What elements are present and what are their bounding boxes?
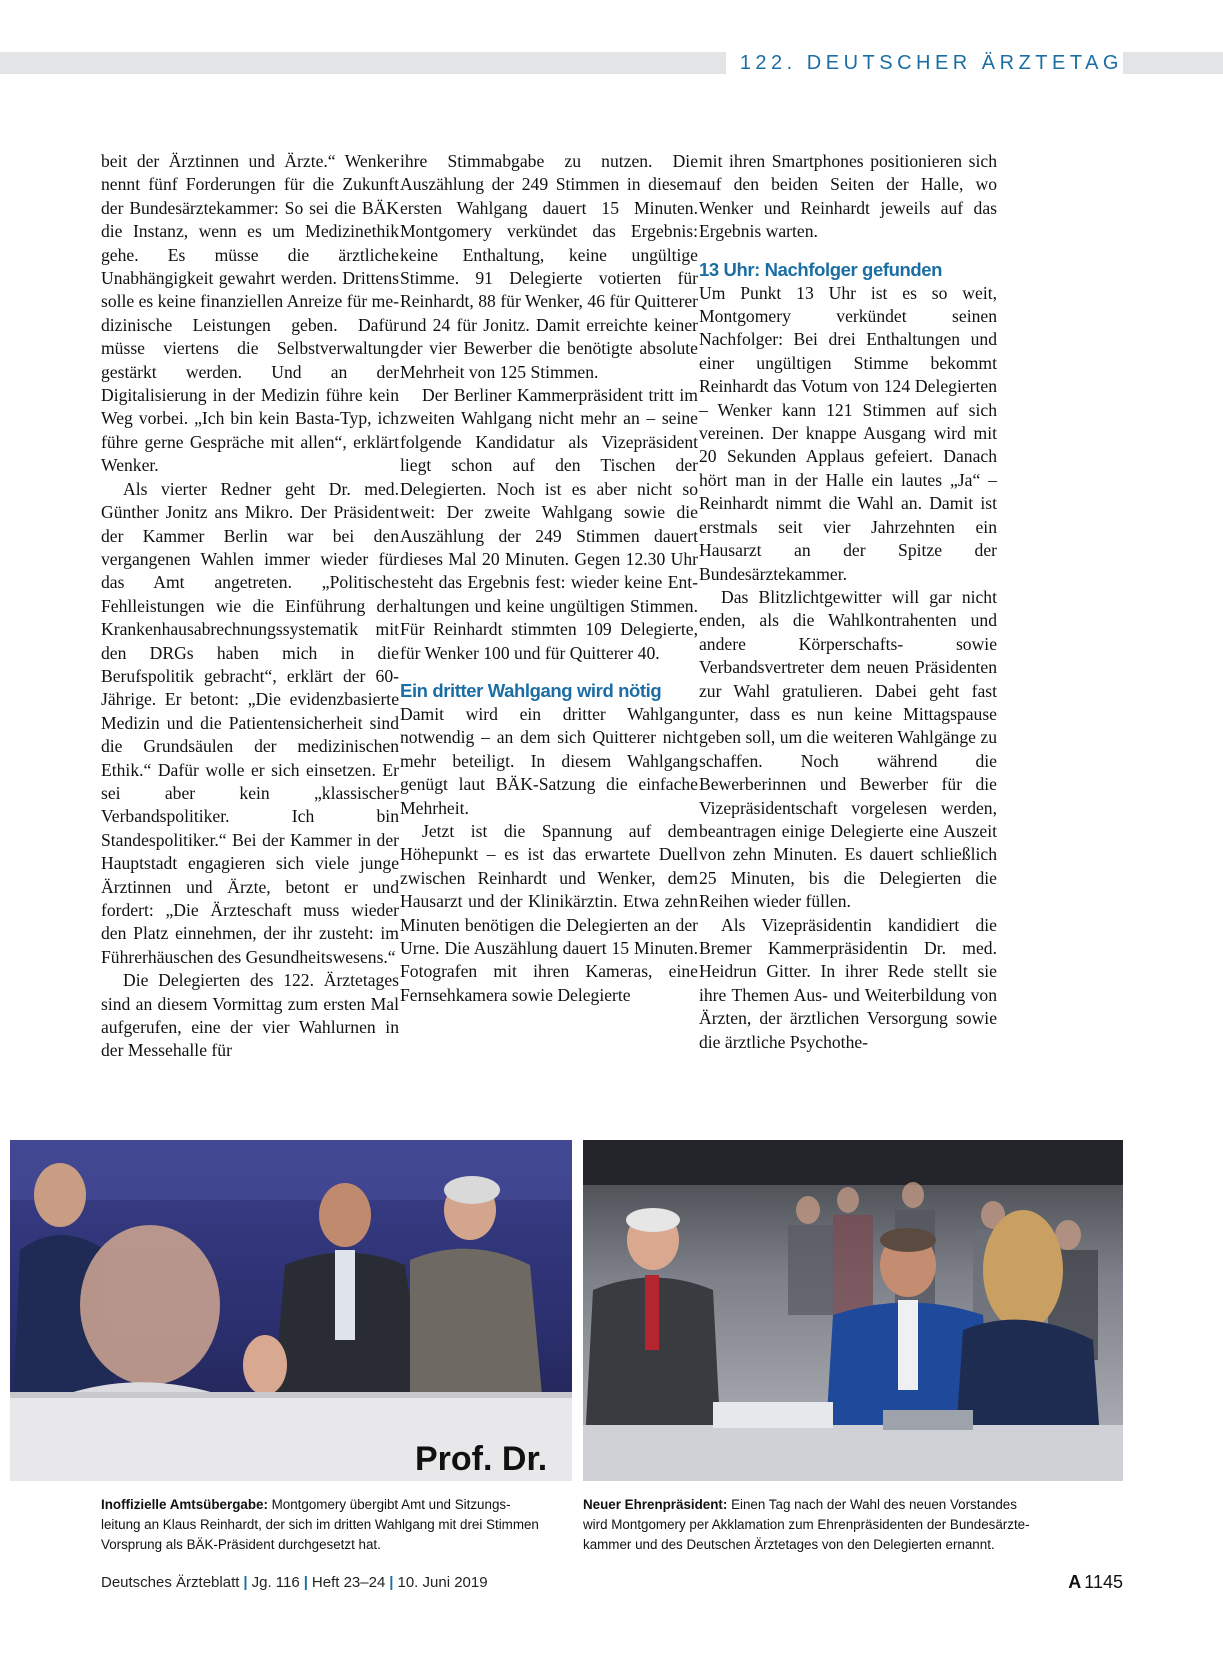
separator: |	[303, 1574, 308, 1591]
date: 10. Juni 2019	[397, 1574, 488, 1591]
paragraph: Die Delegierten des 122. Ärztetages sind an diesem Vormittag zum ersten Mal aufgerufen, eine der vier Wahlurnen in der Messehalle für	[101, 970, 399, 1061]
caption-text: Montgomery übergibt Amt und Sitzungsleitung an Klaus Reinhardt, der sich im dritten Wahlgang mit drei Stimmen Vorsprung als BÄK-Präsident durchgesetzt hat.	[101, 1497, 539, 1552]
paragraph: Um Punkt 13 Uhr ist es so weit, Montgomery verkündet seinen Nachfolger: Bei drei Enthaltungen und einer ungültigen Stimme bekommt Reinhardt das Votum von 124 Delegierten – Wenker kann 121 Stimmen auf sich vereinen. Der knappe Ausgang wird mit 20 Sekunden Applaus gefeiert. Danach hört man in der Halle ein lautes „Ja“ – Reinhardt nimmt die Wahl an. Damit ist erstmals seit vier Jahrzehnten ein Hausarzt an der Spitze der Bundesärztekammer.	[699, 282, 997, 584]
subheading: 13 Uhr: Nachfolger gefunden	[699, 258, 943, 280]
paragraph: ihre Stimmabgabe zu nutzen. Die Auszählung der 249 Stimmen in diesem ersten Wahlgang dauert 15 Minuten. Montgomery verkündet das Ergebnis: keine Enthaltung, keine ungültige Stimme. 91 Delegierte votierten für Reinhardt, 88 für Wenker, 46 für Quitterer und 24 für Jonitz. Damit erreichte keiner der vier Bewerber die benötigte absolute Mehrheit von 125 Stimmen.	[400, 151, 698, 382]
paragraph: Der Berliner Kammerpräsident tritt im zweiten Wahlgang nicht mehr an – seine folgende Kandidatur als Vizepräsident liegt schon auf den Tischen der Delegierten. Noch ist es aber nicht so weit: Der zweite Wahlgang sowie die Auszählung der 249 Stimmen dauert dieses Mal 20 Minuten. Gegen 12.30 Uhr steht das Ergebnis fest: wieder keine Enthaltungen und keine ungültigen Stimmen. Für Reinhardt stimmten 109 Delegierte, für Wenker 100 und für Quitterer 40.	[400, 385, 698, 663]
article-column-1	[101, 150, 399, 1063]
photo-caption-left	[101, 1495, 541, 1555]
article-column-3	[699, 150, 997, 1054]
caption-text: Einen Tag nach der Wahl des neuen Vorstandes wird Montgomery per Akklamation zum Ehrenpräsidenten der Bundesärztekammer und des Deutschen Ärztetages von den Delegierten ernannt.	[583, 1497, 1030, 1552]
caption-title: Neuer Ehrenpräsident:	[583, 1497, 728, 1512]
volume: Jg. 116	[251, 1574, 300, 1591]
separator: |	[243, 1574, 248, 1591]
article-column-2	[400, 150, 698, 1007]
page-number-value: 1145	[1084, 1572, 1123, 1592]
caption-title: Inoffizielle Amtsübergabe:	[101, 1497, 268, 1512]
paragraph: Das Blitzlichtgewitter will gar nicht enden, als die Wahlkontrahenten und andere Körperschafts- sowie Verbandsvertreter dem neuen Präsidenten zur Wahl gratulieren. Dabei geht fast unter, dass es nun keine Mittagspause geben soll, um die weiteren Wahlgänge zu schaffen. Noch während die Bewerberinnen und Bewerber für die Vizepräsidentschaft vorgelesen werden, beantragen einige Delegierte eine Auszeit von zehn Minuten. Es dauert schließlich 25 Minuten, bis die Delegierten die Reihen wieder füllen.	[699, 586, 997, 912]
section-title: 122. DEUTSCHER ÄRZTETAG	[726, 50, 1123, 76]
podium-sign-text: Prof. Dr.	[415, 1440, 548, 1478]
paragraph: Jetzt ist die Spannung auf dem Höhepunkt – es ist das erwartete Duell zwischen Reinhardt und Wenker, dem Hausarzt und der Klinikärztin. Etwa zehn Minuten benötigen die Delegierten an der Urne. Die Auszählung dauert 15 Minuten. Fotografen mit ihren Kameras, eine Fernsehkamera sowie Delegierte	[400, 820, 698, 1005]
photo-applause	[583, 1140, 1123, 1481]
page-number	[1068, 1572, 1123, 1593]
journal-name: Deutsches Ärzteblatt	[101, 1574, 240, 1591]
paragraph: mit ihren Smartphones positionieren sich auf den beiden Seiten der Halle, wo Wenker und Reinhardt jeweils auf das Ergebnis warten.	[699, 151, 997, 242]
footer-citation	[101, 1574, 488, 1591]
separator: |	[389, 1574, 394, 1591]
page-prefix: A	[1068, 1572, 1082, 1592]
paragraph: beit der Ärztinnen und Ärzte.“ Wenker nennt fünf Forderungen für die Zukunft der Bundesärztekammer: So sei die BÄK die Instanz, wenn es um Medizinethik gehe. Es müsse die ärztliche Unabhängigkeit gewahrt werden. Drittens solle es keine finanziellen Anreize für medizinische Leistungen geben. Dafür müsse viertens die Selbstverwaltung gestärkt werden. Und an der Digitalisierung in der Medizin führe kein Weg vorbei. „Ich bin kein Basta-Typ, ich führe gerne Gespräche mit allen“, erklärt Wenker.	[101, 151, 399, 476]
paragraph: Damit wird ein dritter Wahlgang notwendig – an dem sich Quitterer nicht mehr beteiligt. In diesem Wahlgang genügt laut BÄK-Satzung die einfache Mehrheit.	[400, 703, 698, 818]
paragraph: Als vierter Redner geht Dr. med. Günther Jonitz ans Mikro. Der Präsident der Kammer Berlin war bei den vergangenen Wahlen immer wieder für das Amt angetreten. „Politische Fehlleistungen wie die Einführung der Krankenhausabrechnungssystematik mit den DRGs haben mich in die Berufspolitik gebracht“, erklärt der 60-Jährige. Er betont: „Die evidenzbasierte Medizin und die Patientensicherheit sind die Grundsäulen der medizinischen Ethik.“ Dafür wolle er sich einsetzen. Er sei aber kein „klassischer Verbandspolitiker. Ich bin Standespolitiker.“ Bei der Kammer in der Hauptstadt engagieren sich viele junge Ärztinnen und Ärzte, betont er und fordert: „Die Ärzteschaft muss wieder den Platz einnehmen, der ihr zusteht: im Führerhäuschen des Gesundheitswesens.“	[101, 478, 399, 967]
photo-handover	[10, 1140, 572, 1481]
issue: Heft 23–24	[311, 1574, 386, 1591]
paragraph: Als Vizepräsidentin kandidiert die Bremer Kammerpräsidentin Dr. med. Heidrun Gitter. In ihrer Rede stellt sie ihre Themen Aus- und Weiterbildung von Ärzten, der ärztlichen Versorgung sowie die ärztliche Psychothe-	[699, 914, 997, 1052]
subheading: Ein dritter Wahlgang wird nötig	[400, 679, 662, 701]
photo-caption-right	[583, 1495, 1043, 1555]
